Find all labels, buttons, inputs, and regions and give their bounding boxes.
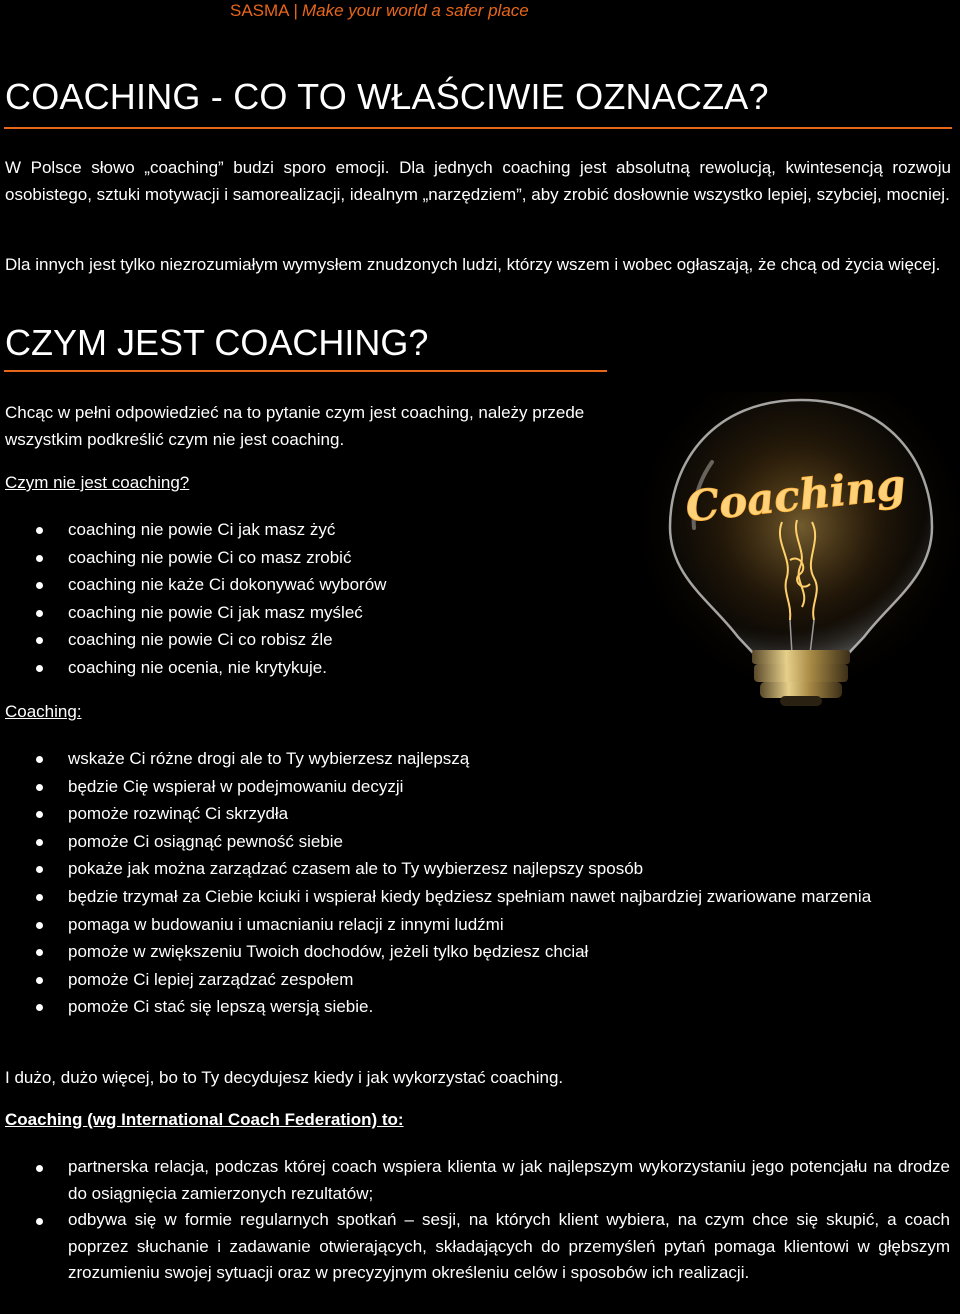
header-separator: | <box>293 1 298 20</box>
bulb-word: Coaching <box>683 459 908 532</box>
icf-list-item: partnerska relacja, podczas której coach wspiera klienta w jak najlepszym wykorzystaniu jego potencjału na drodze do osiągnięcia zamierzonych rezultatów; <box>0 1154 950 1207</box>
is-not-list-item: coaching nie powie Ci jak masz żyć <box>0 516 620 544</box>
light-bulb-icon <box>642 392 960 710</box>
intro-paragraph-1: W Polsce słowo „coaching” budzi sporo emocji. Dla jednych coaching jest absolutną rewolucją, kwintesencją rozwoju osobistego, sztuki motywacji i samorealizacji, idealnym „narzędziem”, aby zrobić dosłownie wszystko lepiej, szybciej, mocniej. <box>5 158 951 204</box>
coaching-list-item: będzie Cię wspierał w podejmowaniu decyzji <box>0 773 940 801</box>
coaching-list-item: będzie trzymał za Ciebie kciuki i wspierał kiedy będziesz spełniam nawet najbardziej zwariowane marzenia <box>0 883 940 911</box>
icf-heading: Coaching (wg International Coach Federation) to: <box>5 1110 404 1129</box>
is-not-list-item: coaching nie powie Ci co masz zrobić <box>0 544 620 572</box>
is-not-list-item: coaching nie ocenia, nie krytykuje. <box>0 654 620 682</box>
is-not-list-item: coaching nie powie Ci jak masz myśleć <box>0 599 620 627</box>
coaching-list-item: pomoże rozwinąć Ci skrzydła <box>0 800 940 828</box>
icf-list <box>0 1154 950 1287</box>
coaching-list-item: pomoże w zwiększeniu Twoich dochodów, jeżeli tylko będziesz chciał <box>0 938 940 966</box>
coaching-list-item: pomoże Ci lepiej zarządzać zespołem <box>0 966 940 994</box>
is-not-list-item: coaching nie każe Ci dokonywać wyborów <box>0 571 620 599</box>
brand-name: SASMA <box>230 1 290 20</box>
section-title: CZYM JEST COACHING? <box>5 322 429 363</box>
page-header <box>230 0 529 22</box>
coaching-list-item: pomaga w budowaniu i umacnianiu relacji z innymi ludźmi <box>0 911 940 939</box>
coaching-list-item: wskaże Ci różne drogi ale to Ty wybierzesz najlepszą <box>0 745 940 773</box>
title-underline <box>4 127 952 129</box>
coaching-list-item: pokaże jak można zarządzać czasem ale to Ty wybierzesz najlepszy sposób <box>0 855 940 883</box>
icf-list-item: odbywa się w formie regularnych spotkań – sesji, na których klient wybiera, na czym chce się skupić, a coach poprzez słuchanie i zadawanie otwierających, składających do przemyśleń pytań pomaga klientowi w głębszym zrozumieniu swojej sytuacji oraz w precyzyjnym określeniu celów i sposobów ich realizacji. <box>0 1207 950 1287</box>
page-title: COACHING - CO TO WŁAŚCIWIE OZNACZA? <box>5 76 769 117</box>
brand-tagline: Make your world a safer place <box>301 1 529 20</box>
is-not-heading: Czym nie jest coaching? <box>5 473 190 492</box>
coaching-list-item: pomoże Ci stać się lepszą wersją siebie. <box>0 993 940 1021</box>
intro-paragraph-2: Dla innych jest tylko niezrozumiałym wymysłem znudzonych ludzi, którzy wszem i wobec ogłaszają, że chcą od życia więcej. <box>5 255 941 274</box>
closing-paragraph: I dużo, dużo więcej, bo to Ty decydujesz kiedy i jak wykorzystać coaching. <box>5 1068 564 1087</box>
section-intro: Chcąc w pełni odpowiedzieć na to pytanie czym jest coaching, należy przede wszystkim podkreślić czym nie jest coaching. <box>5 403 585 449</box>
coaching-list <box>0 745 940 1021</box>
is-not-list-item: coaching nie powie Ci co robisz źle <box>0 626 620 654</box>
section-title-underline <box>4 370 607 372</box>
coaching-list-item: pomoże Ci osiągnąć pewność siebie <box>0 828 940 856</box>
is-not-list <box>0 516 620 682</box>
coaching-heading: Coaching: <box>5 702 82 721</box>
